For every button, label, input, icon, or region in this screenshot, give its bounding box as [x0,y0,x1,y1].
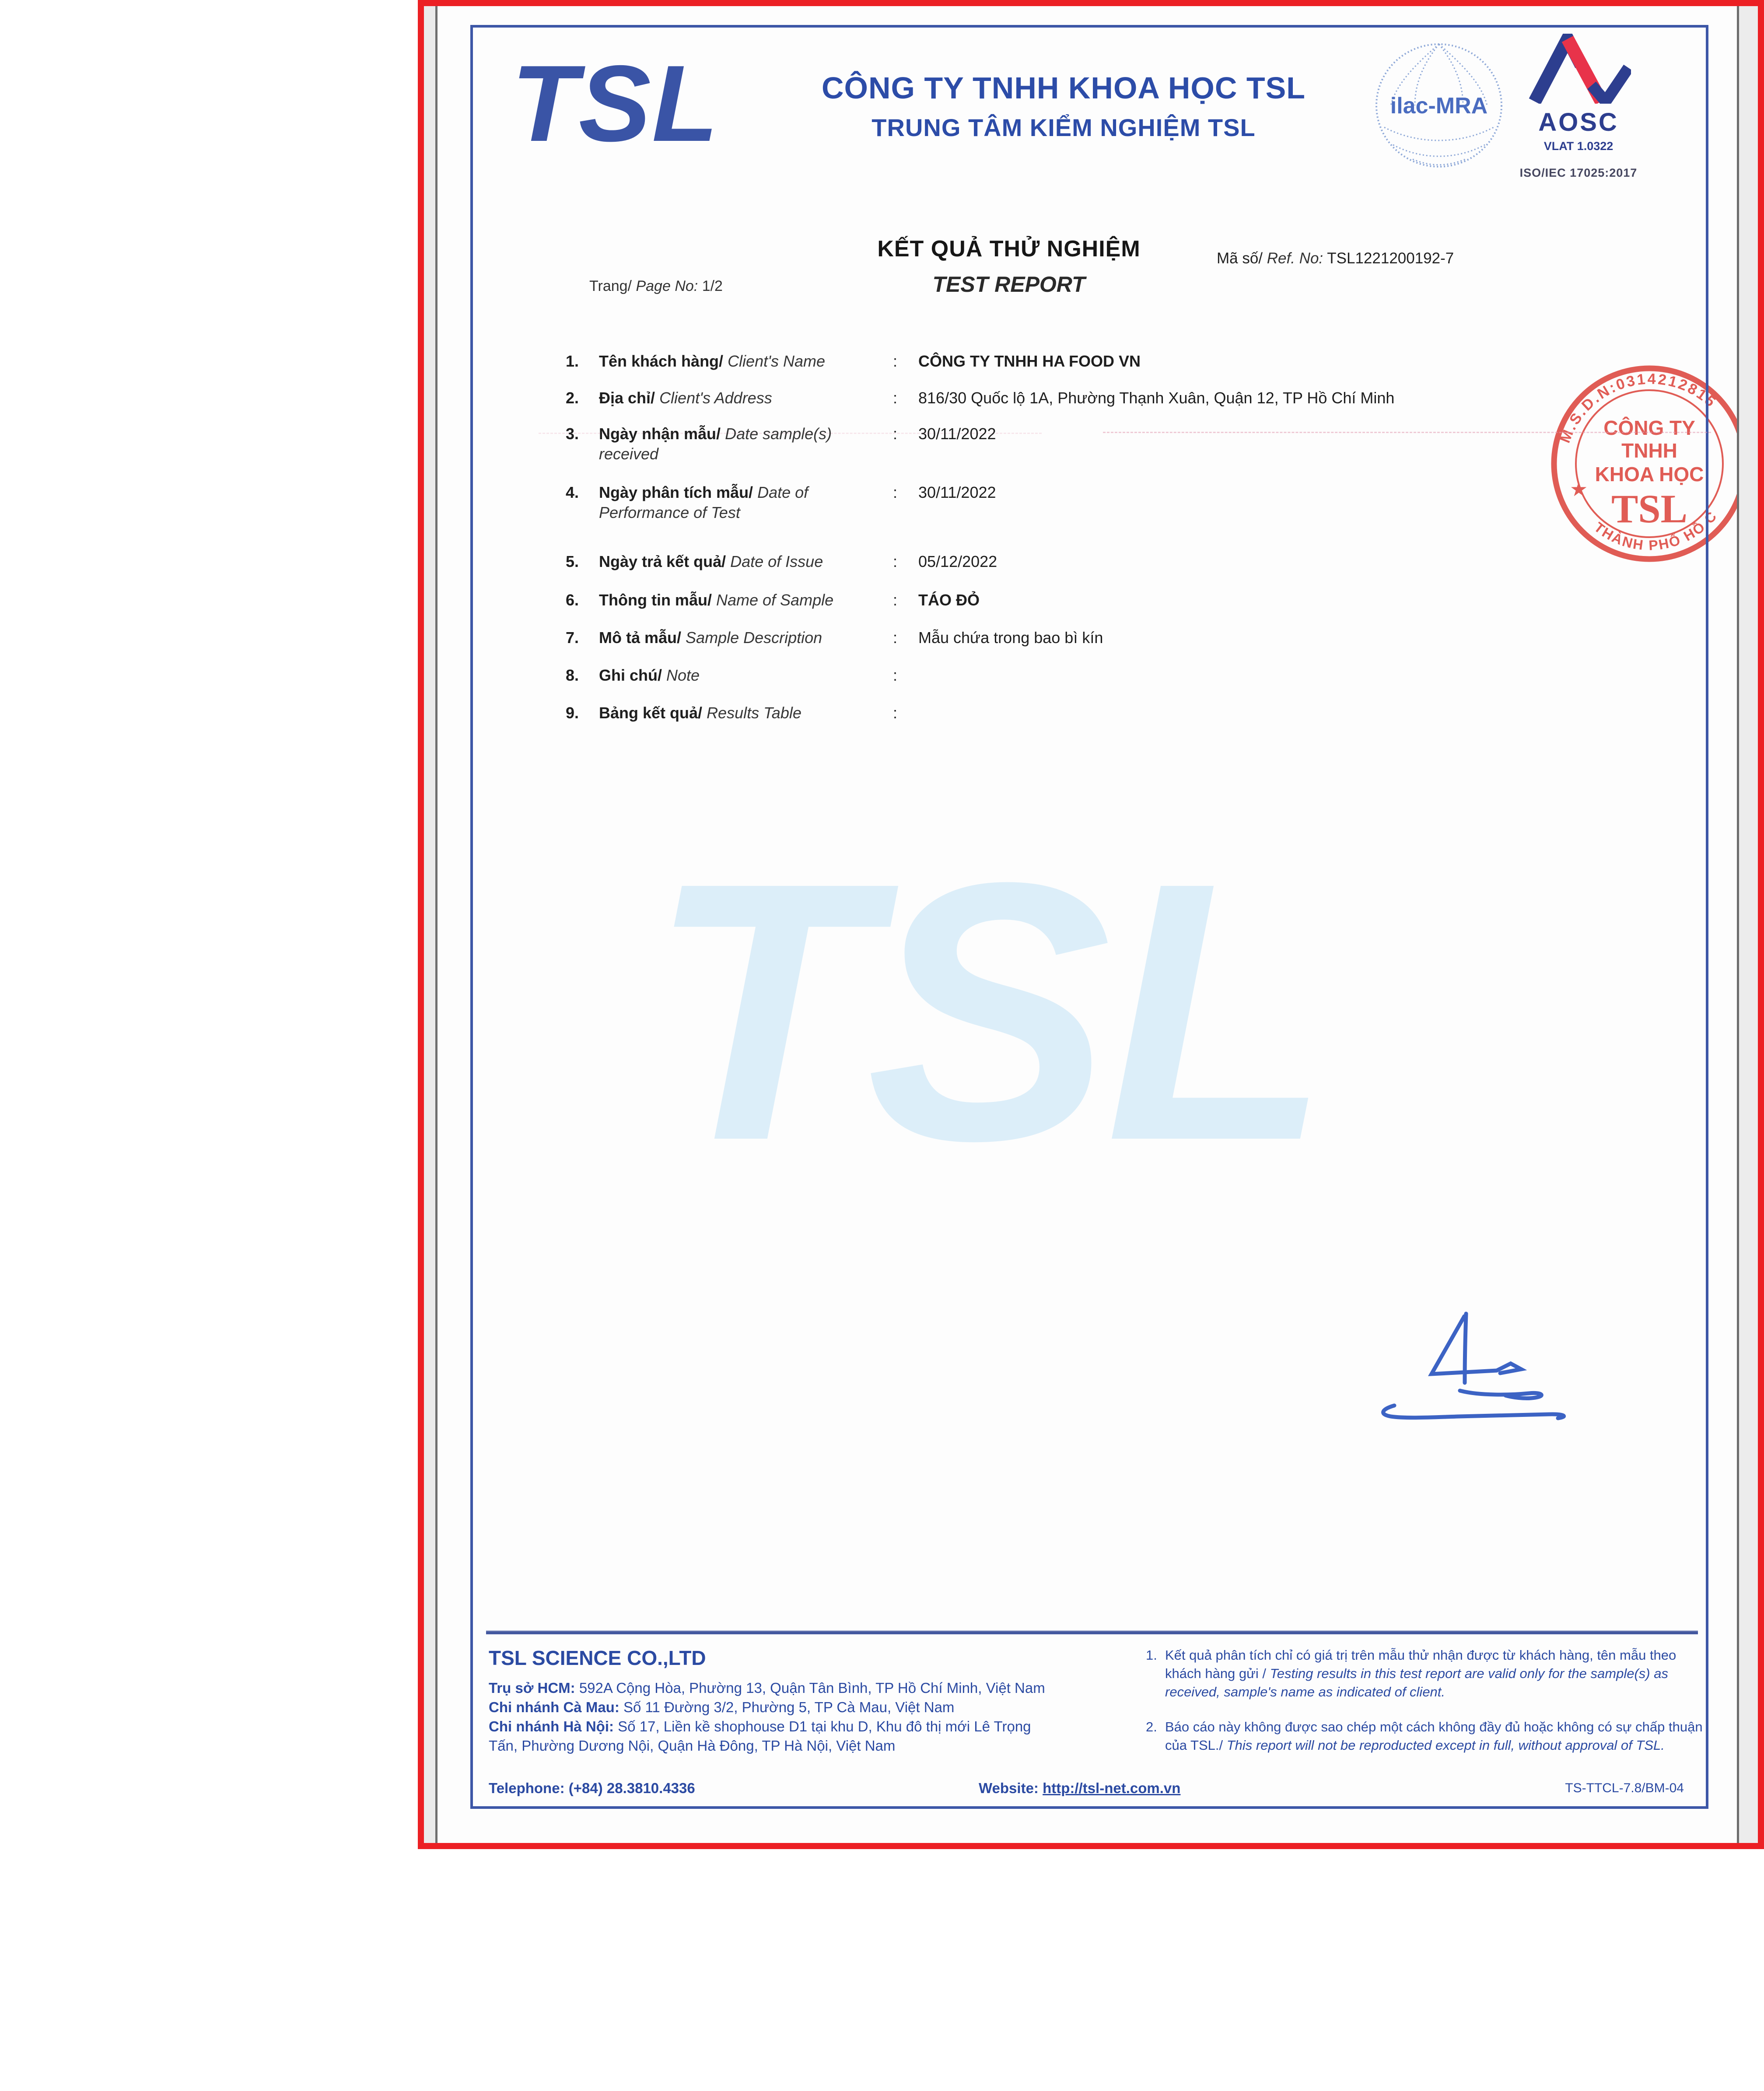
stamp-star-icon: ★ [1570,478,1588,500]
row-date-received: 3. Ngày nhận mẫu/ Date sample(s) received : 30/11/2022 [566,425,996,463]
row-sample-description: 7. Mô tả mẫu/ Sample Description : Mẫu chứa trong bao bì kín [566,629,1103,647]
scan-edge-line-right [1737,6,1739,1843]
doc-code: TS-TTCL-7.8/BM-04 [1565,1781,1684,1795]
svg-text:CÔNG TY: CÔNG TY [1603,416,1695,439]
page-number: Trang/ Page No: 1/2 [589,278,723,294]
note-2: 2. Báo cáo này không được sao chép một cách không đầy đủ hoặc không có sự chấp thuận của TSL./ This report will not be reproducted except in full, without approval of TSL. [1146,1719,1703,1753]
footer-hanoi-address: Chi nhánh Hà Nội: Số 17, Liền kề shophouse D1 tại khu D, Khu đô thị mới Lê Trọng Tấn, Phường Dương Nội, Quận Hà Đông, TP Hà Nội, Việt Nam [489,1718,1031,1754]
row-results-table: 9. Bảng kết quả/ Results Table : [566,704,898,722]
row-note: 8. Ghi chú/ Note : [566,666,898,684]
row-date-issue: 5. Ngày trả kết quả/ Date of Issue : 05/12/2022 [566,552,998,570]
scan-shadow-left [424,6,435,1843]
ilac-mra-label: ilac-MRA [1390,93,1488,119]
company-name: CÔNG TY TNHH KHOA HỌC TSL [821,71,1306,105]
tsl-logo: TSL [511,42,719,164]
aosc-vlat: VLAT 1.0322 [1544,140,1614,153]
svg-text:TSL: TSL [1611,486,1687,531]
footer-hq-address: Trụ sở HCM: 592A Cộng Hòa, Phường 13, Quận Tân Bình, TP Hồ Chí Minh, Việt Nam [489,1680,1045,1696]
iso-certification: ISO/IEC 17025:2017 [1519,166,1638,179]
footer-camau-address: Chi nhánh Cà Mau: Số 11 Đường 3/2, Phường 5, TP Cà Mau, Việt Nam [489,1699,955,1715]
company-subtitle: TRUNG TÂM KIỂM NGHIỆM TSL [872,114,1256,141]
phone: Telephone: (+84) 28.3810.4336 [489,1780,695,1796]
tsl-watermark: TSL [648,807,1324,1217]
aosc-logo [1519,34,1638,180]
note-1: 1. Kết quả phân tích chỉ có giá trị trên mẫu thử nhận được từ khách hàng, tên mẫu theo khách hàng gửi / Testing results in this test report are valid only for the sample(s) as received, sample's name as indicated of client. [1146,1647,1676,1699]
report-title [718,236,1300,297]
footer-separator [486,1630,1698,1634]
company-info [489,1646,1062,1755]
row-date-performed: 4. Ngày phân tích mẫu/ Date of Performance of Test : 30/11/2022 [566,483,996,521]
row-sample-name: 6. Thông tin mẫu/ Name of Sample : TÁO ĐỎ [566,591,980,609]
footer-company-name: TSL SCIENCE CO.,LTD [489,1647,706,1669]
scanned-report [418,0,1764,1849]
ilac-mra-logo [1373,40,1505,171]
svg-text:M.S.D.N:0314212815: M.S.D.N:0314212815 [1556,371,1720,445]
company-name-block [779,70,1348,142]
row-client-name: 1. Tên khách hàng/ Client's Name : CÔNG TY TNHH HA FOOD VN [566,352,1141,370]
report-title-en: TEST REPORT [932,272,1085,297]
scan-shadow-right [1739,6,1758,1843]
footer-notes [1146,1646,1710,1771]
aosc-mark-icon [1526,34,1631,104]
aosc-label: AOSC [1538,108,1619,136]
svg-text:THÀNH PHỐ HỒ C: THÀNH PHỐ HỒ C [1591,507,1721,553]
report-title-vi: KẾT QUẢ THỬ NGHIỆM [877,236,1141,262]
svg-text:KHOA HỌC: KHOA HỌC [1595,463,1704,486]
svg-text:TNHH: TNHH [1621,439,1677,462]
website: Website: http://tsl-net.com.vn [979,1780,1181,1796]
scan-edge-line-left [435,6,438,1843]
ref-number: Mã số/ Ref. No: TSL1221200192-7 [1217,250,1454,267]
website-link[interactable]: http://tsl-net.com.vn [1043,1780,1181,1796]
signature [1365,1304,1602,1453]
row-client-address: 2. Địa chỉ/ Client's Address : 816/30 Quốc lộ 1A, Phường Thạnh Xuân, Quận 12, TP Hồ Chí Minh [566,389,1395,407]
report-frame [470,25,1708,1809]
